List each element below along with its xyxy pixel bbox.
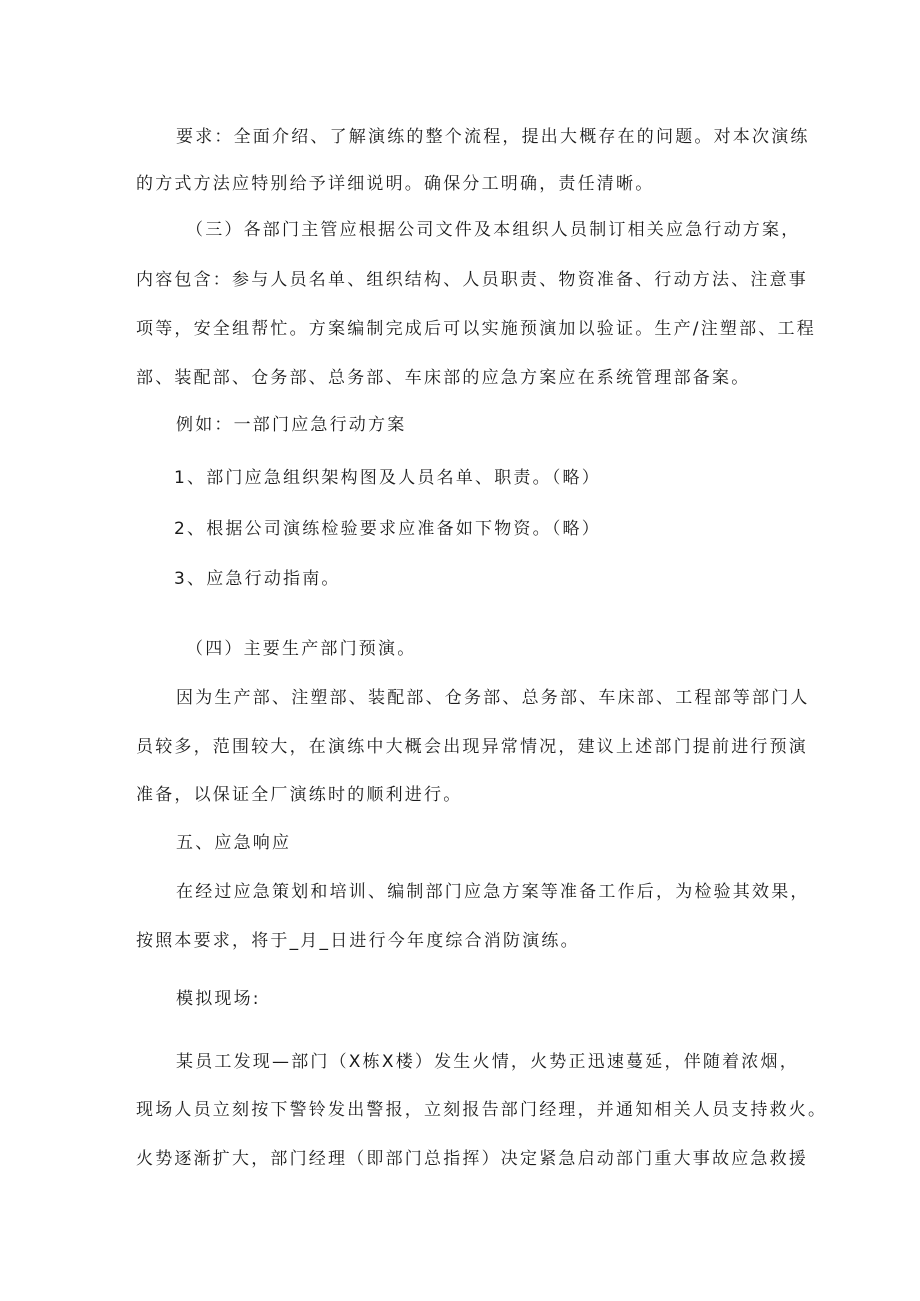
section5-para-line-2: 按照本要求，将于_月_日进行今年度综合消防演练。	[136, 931, 580, 951]
section3-para-line-1: （三）各部门主管应根据公司文件及本组织人员制订相关应急行动方案，	[186, 220, 801, 240]
section4-para-line-2: 员较多，范围较大，在演练中大概会出现异常情况，建议上述部门提前进行预演	[136, 737, 808, 757]
section5-heading: 五、应急响应	[176, 833, 292, 853]
simulation-label: 模拟现场:	[176, 989, 261, 1009]
section4-para-line-3: 准备，以保证全厂演练时的顺利进行。	[136, 785, 463, 805]
simulation-para-line-2: 现场人员立刻按下警铃发出警报，立刻报告部门经理，并通知相关人员支持救火。	[136, 1100, 828, 1120]
list-item-1: 1、部门应急组织架构图及人员名单、职责。（略）	[174, 468, 601, 488]
simulation-para-line-1: 某员工发现—部门（X栋X楼）发生火情，火势正迅速蔓延，伴随着浓烟，	[176, 1052, 799, 1072]
list-item-2: 2、根据公司演练检验要求应准备如下物资。（略）	[174, 519, 601, 539]
section3-para-line-4: 部、装配部、仓务部、总务部、车床部的应急方案应在系统管理部备案。	[136, 368, 751, 388]
section3-para-line-3: 项等，安全组帮忙。方案编制完成后可以实施预演加以验证。生产/注塑部、工程	[136, 319, 816, 339]
section5-para-line-1: 在经过应急策划和培训、编制部门应急方案等准备工作后，为检验其效果，	[176, 882, 810, 902]
section3-para-line-2: 内容包含：参与人员名单、组织结构、人员职责、物资准备、行动方法、注意事	[136, 270, 808, 290]
list-item-3: 3、应急行动指南。	[174, 569, 341, 589]
simulation-para-line-3: 火势逐渐扩大，部门经理（即部门总指挥）决定紧急启动部门重大事故应急救援	[136, 1149, 808, 1169]
section4-heading: （四）主要生产部门预演。	[186, 639, 417, 659]
section4-para-line-1: 因为生产部、注塑部、装配部、仓务部、总务部、车床部、工程部等部门人	[176, 688, 810, 708]
requirement-para-line-1: 要求：全面介绍、了解演练的整个流程，提出大概存在的问题。对本次演练	[176, 127, 810, 147]
example-heading: 例如：一部门应急行动方案	[176, 415, 407, 435]
requirement-para-line-2: 的方式方法应特别给予详细说明。确保分工明确，责任清晰。	[136, 174, 655, 194]
